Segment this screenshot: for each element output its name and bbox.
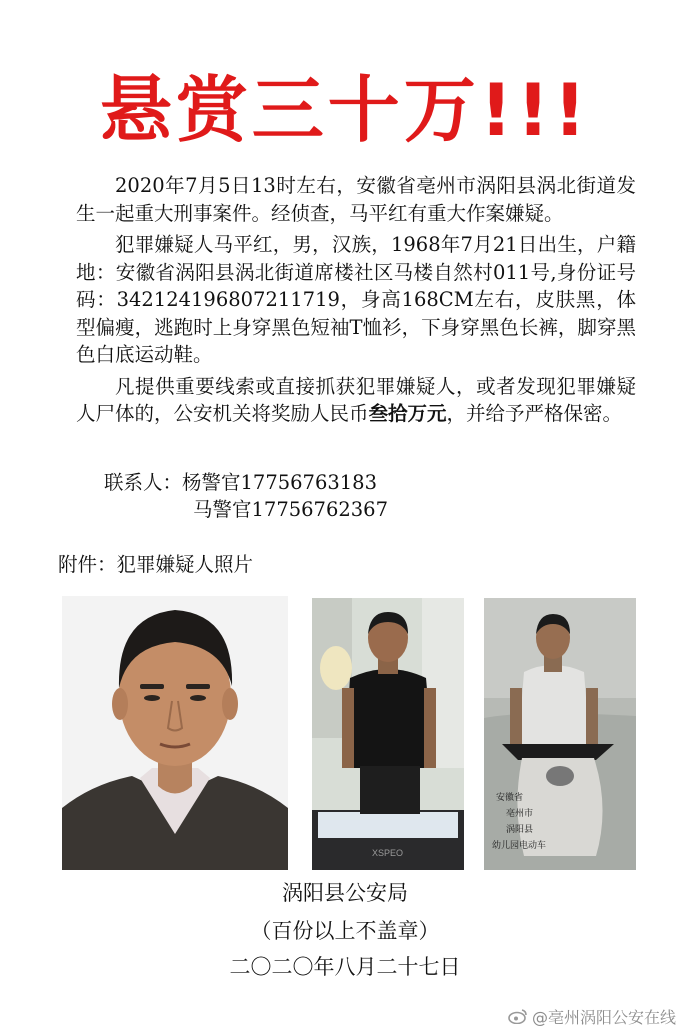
reward-paragraph — [76, 373, 636, 428]
contact-line-2 — [104, 496, 388, 523]
monitor-brand: XSPEO — [372, 848, 404, 858]
id-portrait-image — [62, 596, 288, 870]
issuing-agency: 涡阳县公安局 — [282, 881, 408, 905]
suspect-paragraph: 犯罪嫌疑人马平红，男，汉族，1968年7月21日出生，户籍地：安徽省涡阳县涡北街道席楼社区马楼自然村011号,身份证号码：342124196807211719，身高168CM左右，皮肤黑，体型偏瘦，逃跑时上身穿黑色短袖T恤衫，下身穿黑色长裤，脚穿黑色白底运动鞋。 — [76, 233, 636, 366]
watermark-text: @亳州涡阳公安在线 — [531, 1007, 676, 1027]
contact-line-1 — [104, 469, 377, 496]
contact-label: 联系人： — [104, 471, 183, 494]
stamp-note: （百份以上不盖章） — [250, 919, 440, 943]
reward-text-after: ，并给予严格保密。 — [446, 402, 623, 425]
contact-officer-ma: 马警官17756762367 — [193, 498, 388, 521]
issue-date: 二〇二〇年八月二十七日 — [229, 955, 461, 979]
scooter-plate-line-2: 亳州市 — [506, 809, 534, 819]
contact-officer-yang: 杨警官17756763183 — [182, 471, 377, 494]
weibo-watermark — [508, 1005, 676, 1029]
reward-text-before: 凡提供重要线索或直接抓获犯罪嫌疑人，或者发现犯罪嫌疑人尸体的，公安机关将奖励人民币 — [76, 374, 636, 425]
reward-amount: 叁拾万元 — [368, 402, 447, 425]
case-paragraph: 2020年7月5日13时左右，安徽省亳州市涡阳县涡北街道发生一起重大刑事案件。经侦查，马平红有重大作案嫌疑。 — [76, 174, 636, 225]
notice-body — [76, 172, 636, 432]
scooter-plate-line-3: 涡阳县 — [506, 825, 534, 835]
surveillance-image — [312, 598, 464, 870]
reward-title: 悬赏三十万!!! — [99, 68, 591, 152]
scooter-plate-line-1: 安徽省 — [496, 793, 524, 803]
scooter-plate-line-4: 幼儿园电动车 — [492, 841, 547, 851]
weibo-icon — [508, 1008, 528, 1028]
suspect-id-photo — [62, 596, 288, 870]
attachment-label: 附件：犯罪嫌疑人照片 — [58, 553, 254, 576]
scooter-image — [484, 598, 636, 870]
suspect-scooter-photo — [484, 598, 636, 870]
suspect-surveillance-photo — [312, 598, 464, 870]
